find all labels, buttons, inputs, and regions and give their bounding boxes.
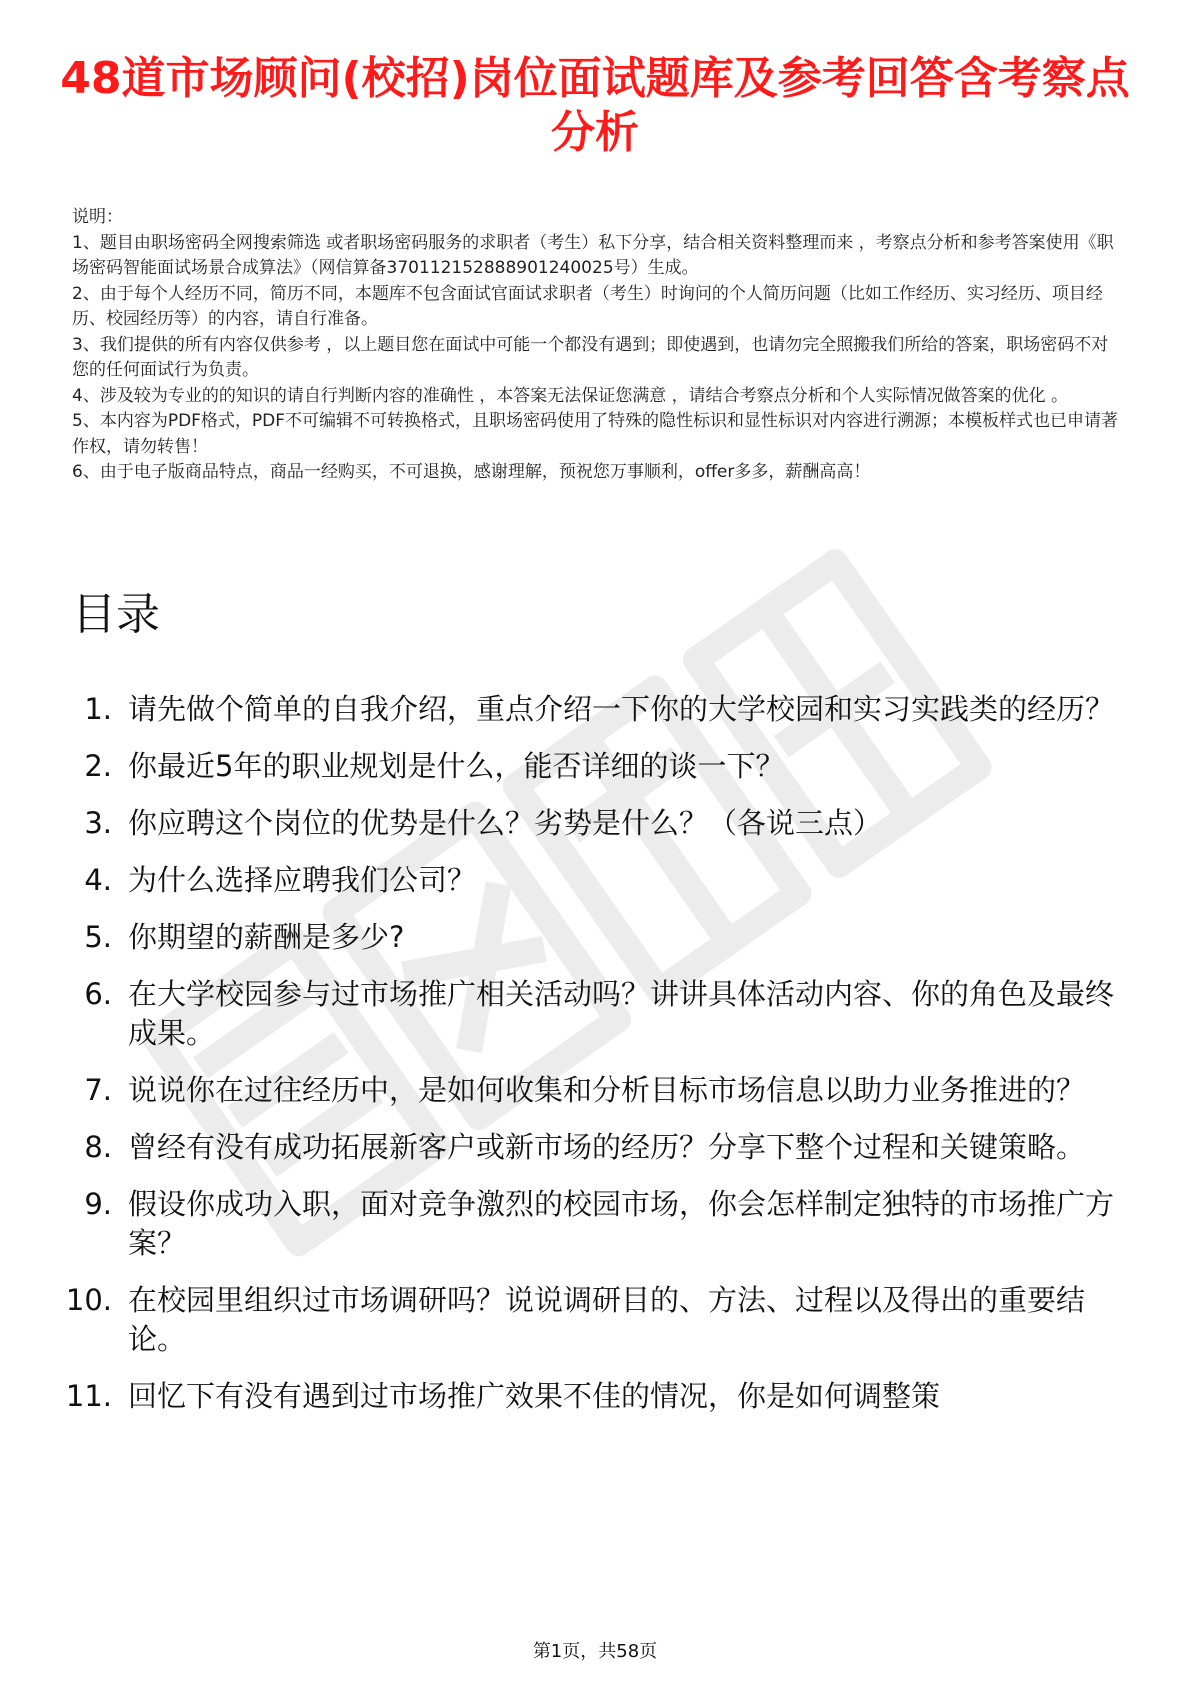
toc-item-number: 9. — [84, 1187, 112, 1221]
intro-note: 3、我们提供的所有内容仅供参考 ，以上题目您在面试中可能一个都没有遇到；即使遇到，也请勿完全照搬我们所给的答案，职场密码不对您的任何面试行为负责。 — [72, 334, 1109, 380]
toc-item-number: 11. — [65, 1379, 112, 1413]
toc-item[interactable] — [72, 918, 1122, 957]
document-title: 48道市场顾问(校招)岗位面试题库及参考回答含考察点分析 — [60, 53, 1130, 158]
toc-item-text: 为什么选择应聘我们公司？ — [128, 863, 477, 897]
toc-item-number: 6. — [84, 977, 112, 1011]
intro-label: 说明： — [72, 207, 123, 227]
page-footer: 第1页，共58页 — [532, 1641, 658, 1662]
toc-item[interactable] — [72, 1071, 1122, 1110]
toc-item-text: 假设你成功入职，面对竞争激烈的校园市场，你会怎样制定独特的市场推广方案？ — [128, 1187, 1115, 1260]
toc-item-text: 请先做个简单的自我介绍，重点介绍一下你的大学校园和实习实践类的经历？ — [128, 692, 1115, 726]
toc-item-text: 在大学校园参与过市场推广相关活动吗？讲讲具体活动内容、你的角色及最终成果。 — [128, 977, 1115, 1050]
intro-note: 6、由于电子版商品特点，商品一经购买，不可退换，感谢理解，预祝您万事顺利，offer多多，薪酬高高！ — [72, 462, 871, 482]
toc-item[interactable] — [72, 861, 1122, 900]
toc-item[interactable] — [65, 1281, 1122, 1359]
toc-item-number: 5. — [84, 920, 112, 954]
toc-item-text: 曾经有没有成功拓展新客户或新市场的经历？分享下整个过程和关键策略。 — [128, 1130, 1086, 1164]
toc-item-text: 在校园里组织过市场调研吗？说说调研目的、方法、过程以及得出的重要结论。 — [128, 1283, 1086, 1356]
toc-item-number: 7. — [84, 1073, 112, 1107]
toc-item-number: 8. — [84, 1130, 112, 1164]
toc-list — [65, 690, 1122, 1434]
toc-item-text: 回忆下有没有遇到过市场推广效果不佳的情况，你是如何调整策 — [128, 1379, 941, 1413]
toc-item-number: 2. — [84, 749, 112, 783]
intro-note: 2、由于每个人经历不同，简历不同，本题库不包含面试官面试求职者（考生）时询问的个人简历问题（比如工作经历、实习经历、项目经历、校园经历等）的内容，请自行准备。 — [72, 283, 1103, 329]
intro-note: 1、题目由职场密码全网搜索筛选 或者职场密码服务的求职者（考生）私下分享，结合相关资料整理而来 ，考察点分析和参考答案使用《职场密码智能面试场景合成算法》（网信算备370112152888901240025号）生成。 — [72, 232, 1114, 278]
toc-item-text: 你应聘这个岗位的优势是什么？劣势是什么？（各说三点） — [128, 806, 883, 840]
toc-item-number: 1. — [84, 692, 112, 726]
toc-item-number: 4. — [84, 863, 112, 897]
toc-item-number: 10. — [65, 1283, 112, 1317]
toc-item[interactable] — [72, 1128, 1122, 1167]
toc-item-text: 说说你在过往经历中，是如何收集和分析目标市场信息以助力业务推进的？ — [128, 1073, 1086, 1107]
intro-note: 5、本内容为PDF格式，PDF不可编辑不可转换格式，且职场密码使用了特殊的隐性标识和显性标识对内容进行溯源；本模板样式也已申请著作权，请勿转售！ — [72, 411, 1119, 457]
toc-item[interactable] — [72, 1185, 1122, 1263]
toc-item[interactable] — [72, 804, 1122, 843]
toc-item-text: 你最近5年的职业规划是什么，能否详细的谈一下？ — [128, 749, 785, 783]
toc-item[interactable] — [72, 690, 1122, 729]
toc-item[interactable] — [72, 747, 1122, 786]
toc-heading: 目录 — [72, 589, 160, 640]
toc-item[interactable] — [65, 1377, 1122, 1416]
toc-item[interactable] — [72, 975, 1122, 1053]
intro-note: 4、涉及较为专业的的知识的请自行判断内容的准确性 ，本答案无法保证您满意 ，请结合考察点分析和个人实际情况做答案的优化 。 — [72, 385, 1069, 406]
intro-section — [72, 205, 1120, 486]
toc-item-text: 你期望的薪酬是多少? — [128, 920, 405, 954]
toc-item-number: 3. — [84, 806, 112, 840]
